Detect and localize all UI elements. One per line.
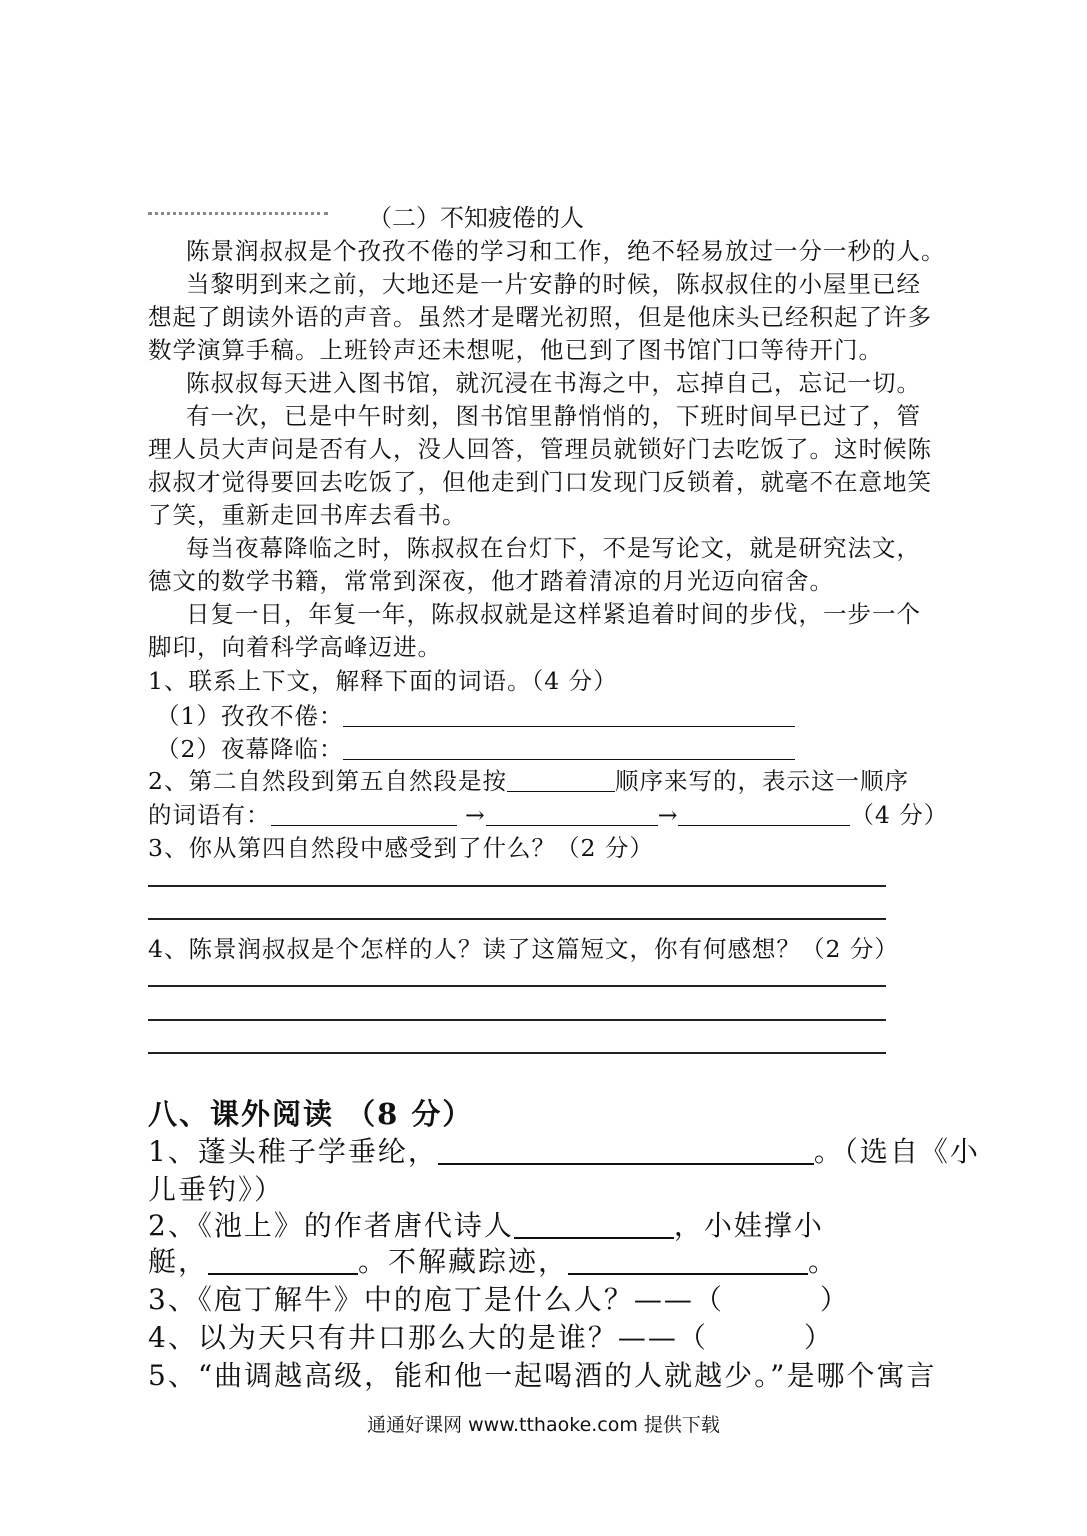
close-paren: ） [803, 1321, 834, 1354]
paragraph-1: 陈景润叔叔是个孜孜不倦的学习和工作，绝不轻易放过一分一秒的人。 [186, 237, 946, 265]
item-2-tail: ，小娃撑小 [673, 1209, 824, 1242]
answer-blank-item-1[interactable] [438, 1137, 814, 1165]
item-2-l2-lead: 艇， [148, 1245, 209, 1278]
item-5: 5、“曲调越高级，能和他一起喝酒的人就越少。”是哪个寓言 [148, 1359, 937, 1392]
reading-title: （二）不知疲倦的人 [368, 204, 584, 232]
answer-line-3b[interactable] [148, 918, 886, 920]
dotted-marker [148, 212, 328, 215]
paragraph-5-line-1: 每当夜幕降临之时，陈叔叔在台灯下，不是写论文，就是研究法文， [186, 534, 921, 562]
question-2-line-1 [148, 762, 943, 796]
item-2-l2-mid: 。不解藏踪迹， [358, 1245, 569, 1278]
paragraph-2-line-2: 想起了朗读外语的声音。虽然才是曙光初照，但是他床头已经积起了许多 [148, 303, 932, 331]
paragraph-3: 陈叔叔每天进入图书馆，就沉浸在书海之中，忘掉自己，忘记一切。 [186, 369, 921, 397]
question-2-score: （4 分） [850, 801, 949, 829]
answer-blank-2b[interactable] [486, 803, 658, 826]
paragraph-2-line-1: 当黎明到来之前，大地还是一片安静的时候，陈叔叔住的小屋里已经 [186, 270, 921, 298]
arrow-icon: → [464, 801, 486, 829]
item-1-lead: 1、蓬头稚子学垂纶， [148, 1135, 438, 1168]
item-1-line-1 [148, 1130, 980, 1170]
answer-blank-2c[interactable] [678, 803, 850, 826]
answer-blank-item-2b[interactable] [208, 1247, 358, 1275]
paragraph-4-line-3: 叔叔才觉得要回去吃饭了，但他走到门口发现门反锁着，就毫不在意地笑 [148, 468, 932, 496]
answer-line-4c[interactable] [148, 1052, 886, 1054]
close-paren: ） [819, 1283, 850, 1316]
question-4: 4、陈景润叔叔是个怎样的人？读了这篇短文，你有何感想？（2 分） [148, 935, 899, 963]
question-2-lead: 的词语有： [148, 801, 271, 829]
item-2-lead: 2、《池上》的作者唐代诗人 [148, 1209, 514, 1242]
item-4-text: 4、以为天只有井口那么大的是谁？——（ [148, 1321, 708, 1354]
question-2-text-b: 顺序来写的，表示这一顺序 [614, 767, 909, 795]
answer-blank-item-2a[interactable] [514, 1211, 674, 1239]
item-3 [148, 1278, 850, 1318]
question-2-text-a: 2、第二自然段到第五自然段是按 [148, 767, 507, 795]
answer-blank-item-2c[interactable] [568, 1247, 808, 1275]
question-1a [156, 697, 951, 731]
question-1b-label: （2）夜幕降临： [156, 735, 344, 763]
footer-credit: 通通好课网 www.tthaoke.com 提供下载 [367, 1414, 720, 1436]
question-1b [156, 730, 951, 764]
item-4 [148, 1316, 834, 1356]
item-1-line-2: 儿垂钓》） [148, 1173, 285, 1206]
section-8-heading: 八、课外阅读 （8 分） [148, 1097, 474, 1131]
question-1a-label: （1）孜孜不倦： [156, 702, 344, 730]
question-2-line-2 [148, 796, 949, 830]
paragraph-4-line-4: 了笑，重新走回书库去看书。 [148, 501, 467, 529]
question-1: 1、联系上下文，解释下面的词语。（4 分） [148, 667, 618, 695]
paragraph-4-line-1: 有一次，已是中午时刻，图书馆里静悄悄的，下班时间早已过了，管 [186, 402, 921, 430]
paragraph-5-line-2: 德文的数学书籍，常常到深夜，他才踏着清凉的月光迈向宿舍。 [148, 567, 834, 595]
arrow-icon: → [657, 801, 679, 829]
item-2-line-1 [148, 1204, 824, 1244]
paragraph-4-line-2: 理人员大声问是否有人，没人回答，管理员就锁好门去吃饭了。这时候陈 [148, 435, 932, 463]
answer-line-3a[interactable] [148, 885, 886, 887]
item-2-l2-tail: 。 [808, 1245, 839, 1278]
answer-line-4b[interactable] [148, 1019, 886, 1021]
paragraph-6-line-2: 脚印，向着科学高峰迈进。 [148, 633, 442, 661]
answer-line-4a[interactable] [148, 985, 886, 987]
item-1-tail: 。（选自《小 [813, 1135, 980, 1168]
answer-blank-2-order[interactable] [507, 769, 615, 792]
answer-blank-2a[interactable] [271, 803, 457, 826]
paragraph-6-line-1: 日复一日，年复一年，陈叔叔就是这样紧追着时间的步伐，一步一个 [186, 600, 921, 628]
paragraph-2-line-3: 数学演算手稿。上班铃声还未想呢，他已到了图书馆门口等待开门。 [148, 336, 883, 364]
item-2-line-2 [148, 1240, 838, 1280]
question-3: 3、你从第四自然段中感受到了什么？（2 分） [148, 834, 654, 862]
item-3-text: 3、《庖丁解牛》中的庖丁是什么人？——（ [148, 1283, 724, 1316]
answer-blank-1b[interactable] [343, 737, 795, 760]
answer-blank-1a[interactable] [343, 704, 795, 727]
